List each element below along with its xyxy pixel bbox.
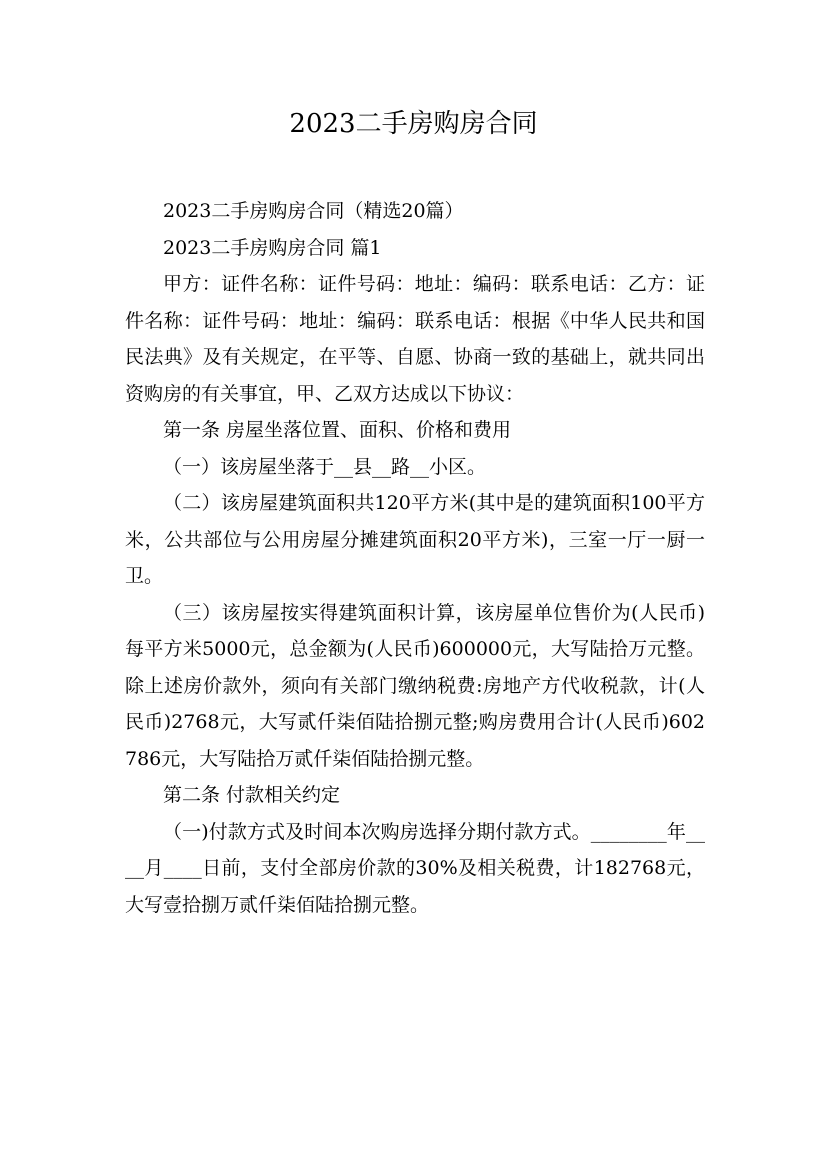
parties-paragraph: 甲方：证件名称：证件号码：地址：编码：联系电话：乙方：证件名称：证件号码：地址：编码：联系电话：根据《中华人民共和国民法典》及有关规定，在平等、自愿、协商一致的基础上，就共同出资购房的有关事宜，甲、乙双方达成以下协议： [125,273,705,405]
clause-paragraph: （二）该房屋建筑面积共120平方米(其中是的建筑面积100平方米，公共部位与公用房屋分摊建筑面积20平方米)，三室一厅一厨一卫。 [125,492,705,587]
clause-paragraph: （三）该房屋按实得建筑面积计算，该房屋单位售价为(人民币)每平方米5000元，总金额为(人民币)600000元，大写陆拾万元整。除上述房价款外，须向有关部门缴纳税费:房地产方代收税款，计(人民币)2768元，大写贰仟柒佰陆拾捌元整;购房费用合计(人民币)602786元，大写陆拾万贰仟柒佰陆拾捌元整。 [125,601,705,770]
document-title: 2023二手房购房合同 [289,109,538,139]
section-heading: 2023二手房购房合同 篇1 [163,236,382,259]
article-heading: 第一条 房屋坐落位置、面积、价格和费用 [163,419,512,441]
clause-paragraph: （一）该房屋坐落于__县__路__小区。 [163,455,487,478]
subtitle-paragraph: 2023二手房购房合同（精选20篇） [163,200,464,222]
article-heading: 第二条 付款相关约定 [163,784,341,806]
clause-paragraph: （一)付款方式及时间本次购房选择分期付款方式。________年____月____日前，支付全部房价款的30%及相关税费，计182768元，大写壹拾捌万贰仟柒佰陆拾捌元整。 [125,820,705,916]
document-body [125,193,705,923]
